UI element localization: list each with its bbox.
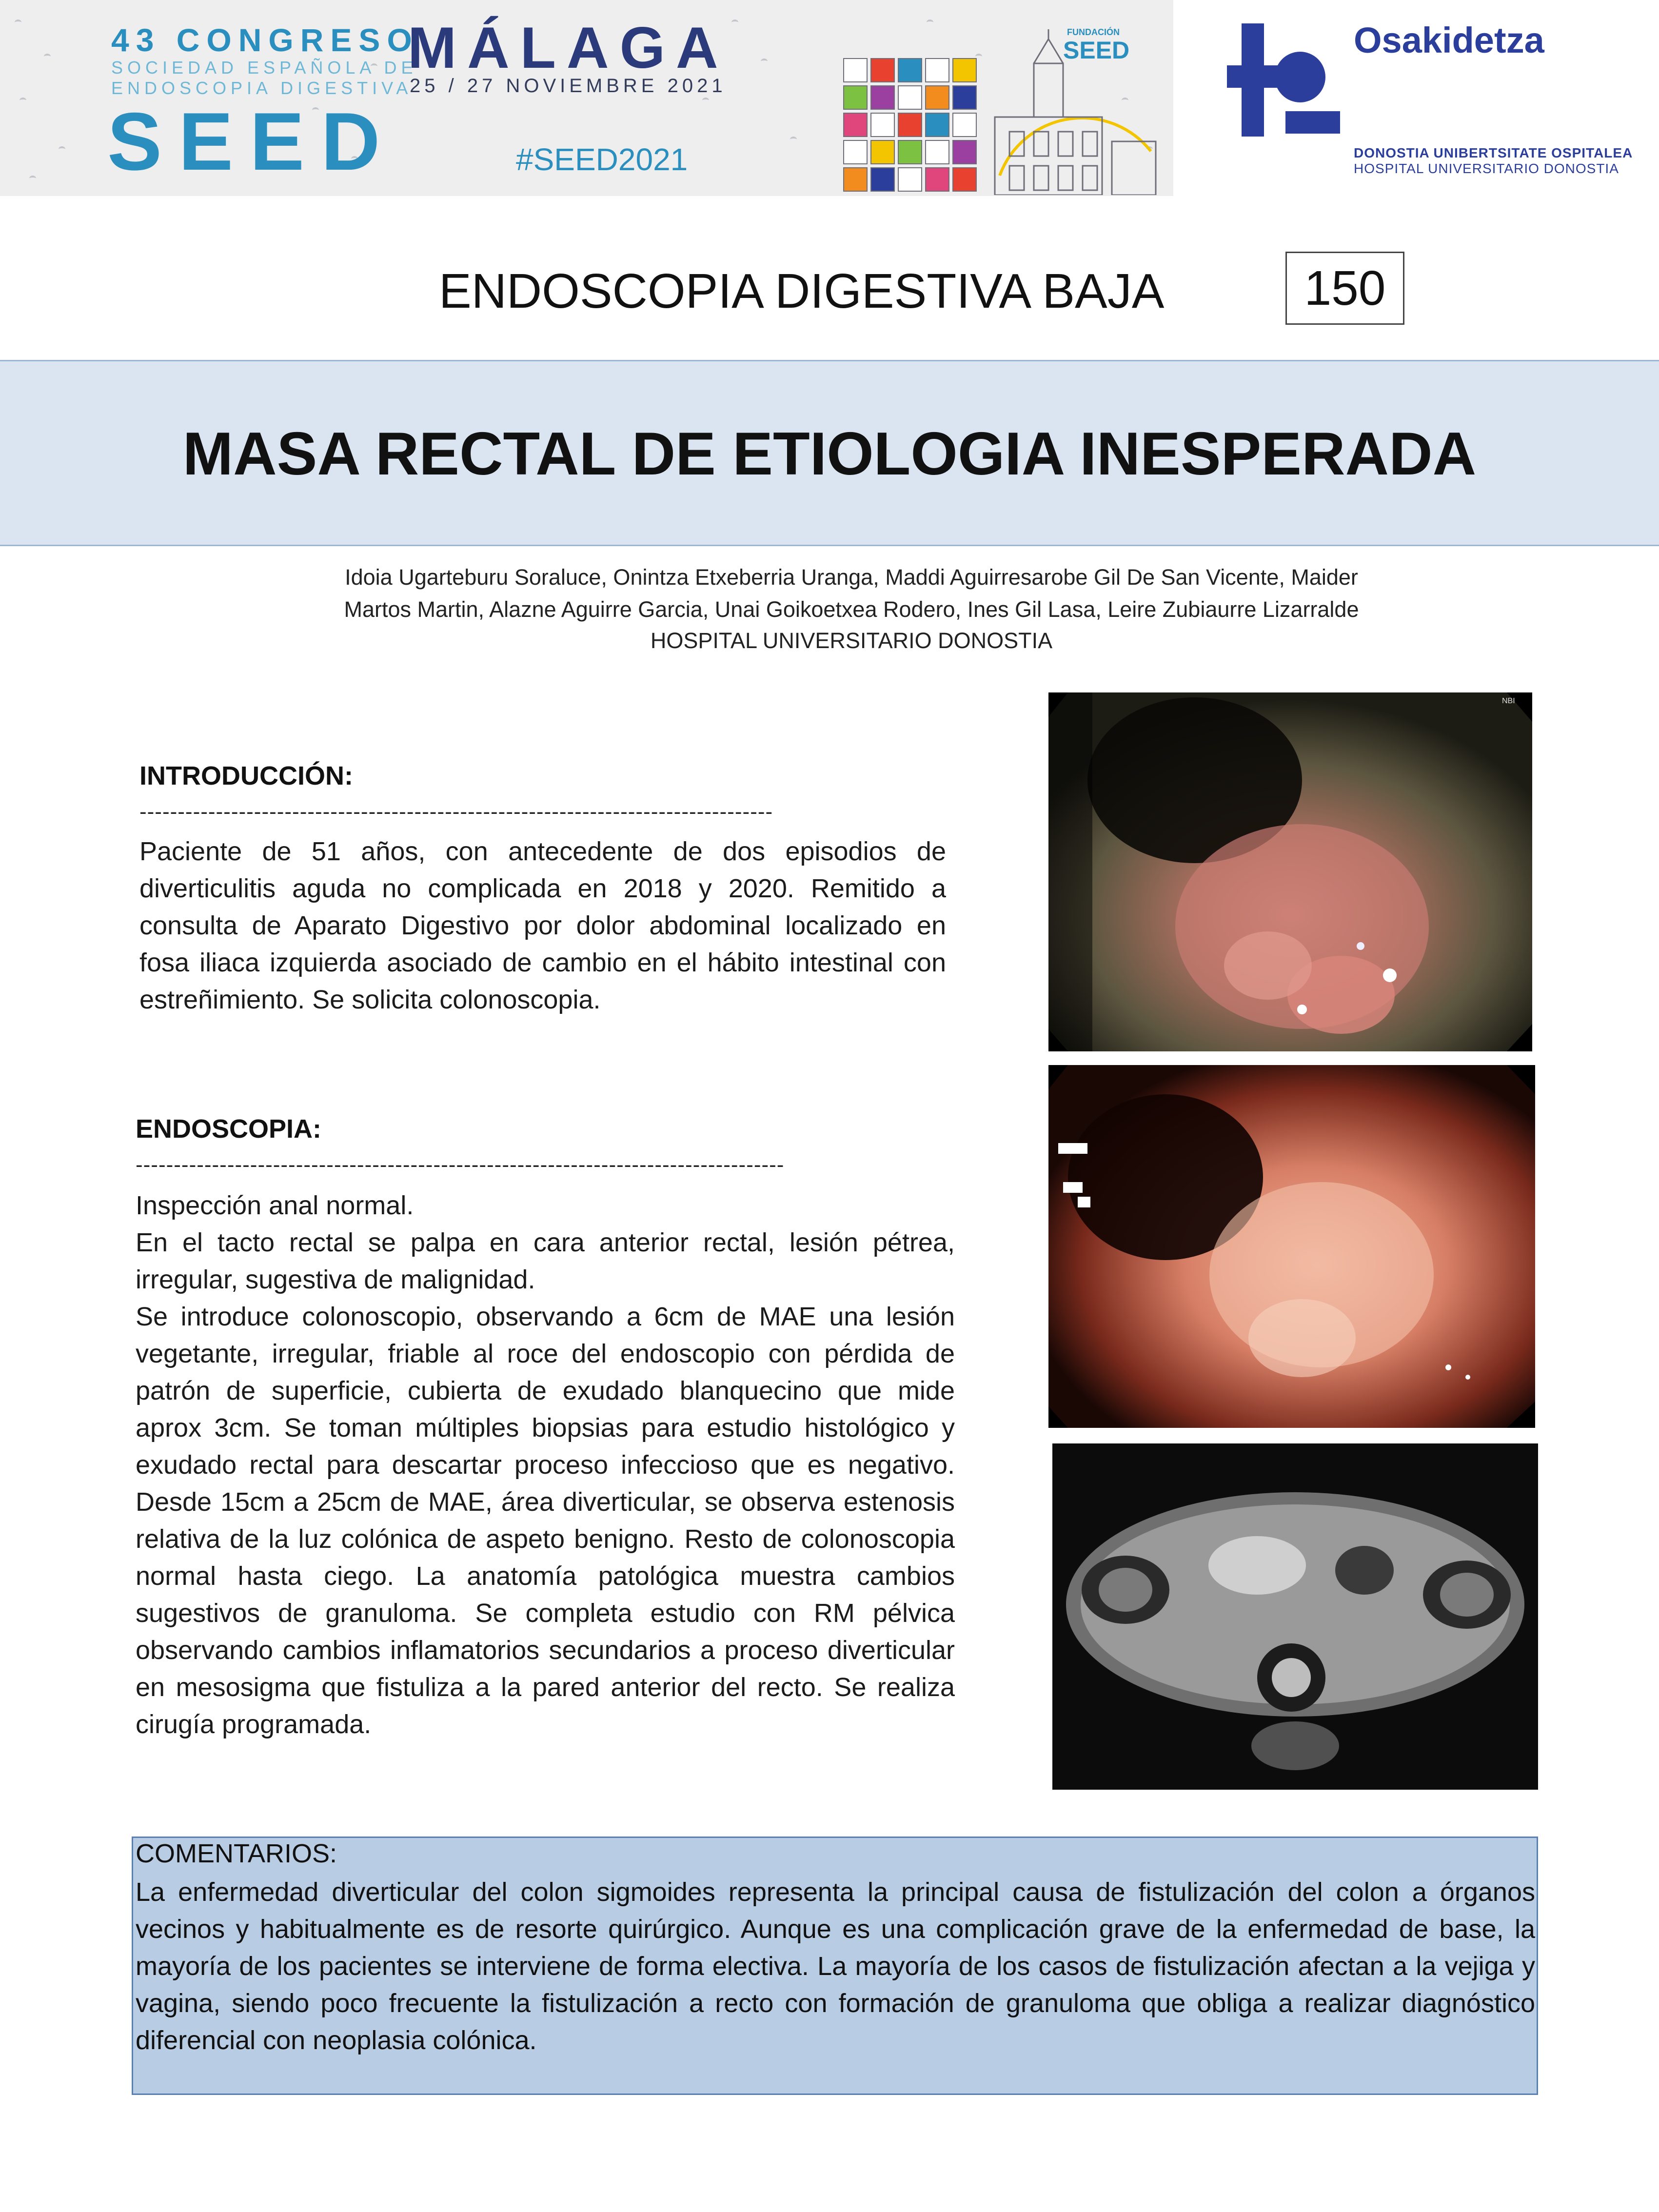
- cube-tile: [953, 140, 976, 164]
- cube-tile: [898, 59, 922, 82]
- authors-line-1: Idoia Ugarteburu Soraluce, Onintza Etxeberria Uranga, Maddi Aguirresarobe Gil De San Vicente, Maider: [345, 565, 1358, 590]
- society-name-line1: SOCIEDAD ESPAÑOLA DE: [111, 58, 417, 78]
- cube-tile: [926, 113, 949, 137]
- bird-icon: [702, 98, 709, 103]
- bird-icon: [731, 20, 738, 25]
- endoscopia-text: [136, 1187, 955, 1743]
- comentarios-heading: COMENTARIOS:: [136, 1839, 337, 1868]
- endoscopia-heading: ENDOSCOPIA:: [136, 1114, 322, 1144]
- cube-tile: [898, 113, 922, 137]
- cube-tile: [844, 86, 867, 109]
- cube-tile: [898, 86, 922, 109]
- cube-tile: [953, 113, 976, 137]
- cube-tile: [926, 140, 949, 164]
- cube-tile: [953, 86, 976, 109]
- seed-logo-text: SEED: [107, 96, 397, 187]
- cube-tile: [898, 140, 922, 164]
- endoscopy-image-nbi: [1048, 692, 1532, 1051]
- cube-tile: [871, 59, 894, 82]
- section-title: ENDOSCOPIA DIGESTIVA BAJA: [439, 264, 1165, 318]
- endoscopia-paragraph-3: Se introduce colonoscopio, observando a 6cm de MAE una lesión vegetante, irregular, friable al roce del endoscopio con pérdida de patrón de superficie, cubierta de exudado blanquecino que mide aprox 3cm. Se toman múltiples biopsias para estudio histológico y exudado rectal para descartar proceso infeccioso que es negativo. Desde 15cm a 25cm de MAE, área diverticular, se observa estenosis relativa de la luz colónica de aspeto benigno. Resto de colonoscopia normal hasta ciego. La anatomía patológica muestra cambios sugestivos de granuloma. Se completa estudio con RM pélvica observando cambios inflamatorios secundarios a proceso diverticular en mesosigma que fistuliza a la pared anterior del recto. Se realiza cirugía programada.: [136, 1302, 955, 1739]
- endoscopia-rule: -------------------------------------------------------------------------------------: [136, 1153, 785, 1177]
- pelvic-mri-image: [1052, 1443, 1538, 1790]
- hospital-name-basque: DONOSTIA UNIBERTSITATE OSPITALEA: [1354, 145, 1633, 160]
- cube-tile: [926, 59, 949, 82]
- bird-icon: [15, 20, 21, 25]
- cube-tile: [898, 168, 922, 191]
- endoscopy-image-white-light: [1048, 1065, 1535, 1428]
- bird-icon: [761, 59, 768, 64]
- osakidetza-logo-icon: [1227, 23, 1340, 137]
- poster-number-box: 150: [1285, 252, 1404, 325]
- bird-icon: [44, 54, 51, 59]
- fundacion-seed-logo: SEED: [1063, 37, 1130, 64]
- fundacion-label: FUNDACIÓN: [1067, 27, 1120, 37]
- cube-tile: [844, 140, 867, 164]
- bird-icon: [59, 146, 65, 152]
- comentarios-text: La enfermedad diverticular del colon sigmoides representa la principal causa de fistulización del colon a órganos vecinos y habitualmente es de resorte quirúrgico. Aunque es una complicación grave de la enfermedad de base, la mayoría de los pacientes se interviene de forma electiva. La mayoría de los casos de fistulización afectan a la vejiga y vagina, siendo poco frecuente la fistulización a recto con formación de granuloma que obliga a realizar diagnóstico diferencial con neoplasia colónica.: [136, 1877, 1535, 2055]
- cube-tile: [844, 113, 867, 137]
- introduccion-rule: -----------------------------------------------------------------------------------: [139, 800, 773, 824]
- cube-tile: [953, 59, 976, 82]
- congress-dates: 25 / 27 NOVIEMBRE 2021: [410, 75, 727, 97]
- poster-title: MASA RECTAL DE ETIOLOGIA INESPERADA: [182, 420, 1477, 488]
- endoscopia-paragraph-2: En el tacto rectal se palpa en cara anterior rectal, lesión pétrea, irregular, sugestiva de malignidad.: [136, 1228, 955, 1294]
- introduccion-heading: INTRODUCCIÓN:: [139, 761, 353, 790]
- society-name-line2: ENDOSCOPIA DIGESTIVA: [111, 78, 413, 98]
- endoscopia-paragraph-1: Inspección anal normal.: [136, 1191, 414, 1220]
- congress-banner: [0, 0, 1173, 196]
- congress-number: 43 CONGRESO: [111, 22, 419, 58]
- osakidetza-name: Osakidetza: [1354, 20, 1544, 60]
- cube-tile: [844, 59, 867, 82]
- bird-icon: [20, 98, 26, 103]
- cube-tile: [926, 86, 949, 109]
- bird-icon: [29, 176, 36, 181]
- hospital-name-spanish: HOSPITAL UNIVERSITARIO DONOSTIA: [1354, 161, 1619, 176]
- authors-line-2: Martos Martin, Alazne Aguirre Garcia, Unai Goikoetxea Rodero, Ines Gil Lasa, Leire Zubiaurre Lizarralde: [344, 597, 1359, 622]
- cube-tile: [871, 168, 894, 191]
- cube-tile: [871, 113, 894, 137]
- cube-tile: [926, 168, 949, 191]
- institution: HOSPITAL UNIVERSITARIO DONOSTIA: [650, 628, 1053, 653]
- congress-hashtag: #SEED2021: [516, 142, 688, 177]
- cube-tile: [871, 86, 894, 109]
- bird-icon: [927, 20, 933, 25]
- city-name: MÁLAGA: [408, 15, 729, 80]
- nbi-label: NBI: [1502, 697, 1515, 705]
- introduccion-text: Paciente de 51 años, con antecedente de dos episodios de diverticulitis aguda no complicada en 2018 y 2020. Remitido a consulta de Aparato Digestivo por dolor abdominal localizado en fosa iliaca izquierda asociado de cambio en el hábito intestinal con estreñimiento. Se solicita colonoscopia.: [139, 837, 946, 1014]
- cube-tile: [871, 140, 894, 164]
- cube-tile: [953, 168, 976, 191]
- cube-tile: [844, 168, 867, 191]
- bird-icon: [790, 137, 797, 142]
